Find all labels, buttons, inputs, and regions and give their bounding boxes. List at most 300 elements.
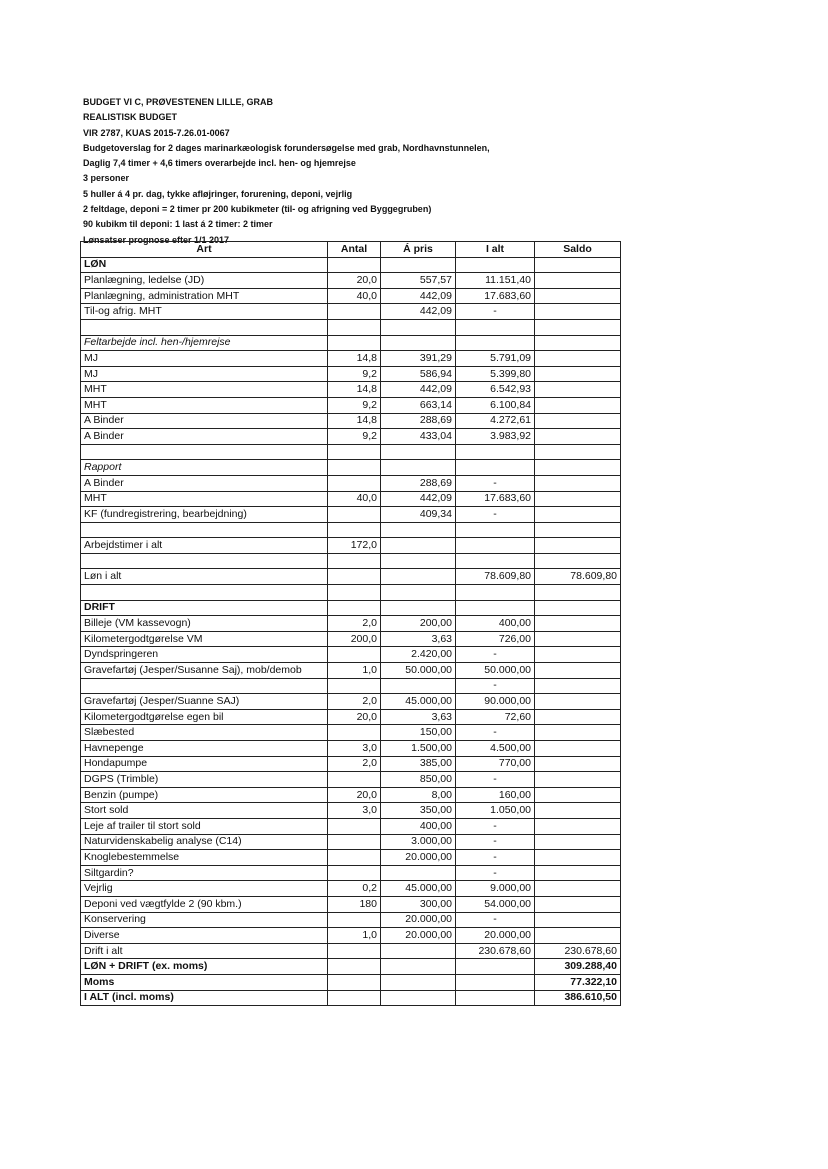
cell-i-alt: 230.678,60 <box>456 943 535 959</box>
cell-antal <box>328 818 381 834</box>
table-row <box>81 834 621 850</box>
cell-i-alt: - <box>456 475 535 491</box>
cell-i-alt: 5.399,80 <box>456 366 535 382</box>
cell-i-alt: 6.542,93 <box>456 382 535 398</box>
cell-a-pris: 200,00 <box>381 616 456 632</box>
cell-antal: 9,2 <box>328 366 381 382</box>
cell-antal <box>328 850 381 866</box>
table-row <box>81 928 621 944</box>
cell-saldo <box>535 351 621 367</box>
cell-a-pris: 20.000,00 <box>381 912 456 928</box>
cell-antal <box>328 865 381 881</box>
cell-art: LØN <box>81 257 328 273</box>
table-row <box>81 335 621 351</box>
cell-art: Gravefartøj (Jesper/Susanne Saj), mob/demob <box>81 663 328 679</box>
cell-antal <box>328 647 381 663</box>
table-row <box>81 460 621 476</box>
table-row <box>81 959 621 975</box>
cell-art: MJ <box>81 351 328 367</box>
table-row <box>81 881 621 897</box>
cell-saldo <box>535 273 621 289</box>
cell-antal <box>328 444 381 460</box>
cell-a-pris: 288,69 <box>381 413 456 429</box>
cell-saldo <box>535 725 621 741</box>
cell-antal <box>328 335 381 351</box>
cell-i-alt: 400,00 <box>456 616 535 632</box>
cell-a-pris <box>381 538 456 554</box>
document-header <box>83 95 643 248</box>
table-row <box>81 397 621 413</box>
cell-art <box>81 319 328 335</box>
cell-saldo <box>535 647 621 663</box>
cell-saldo: 309.288,40 <box>535 959 621 975</box>
cell-i-alt: 17.683,60 <box>456 288 535 304</box>
cell-saldo <box>535 257 621 273</box>
table-row <box>81 912 621 928</box>
cell-art: MHT <box>81 397 328 413</box>
cell-saldo <box>535 460 621 476</box>
cell-antal <box>328 319 381 335</box>
table-row <box>81 850 621 866</box>
cell-art: MJ <box>81 366 328 382</box>
cell-art: Kilometergodtgørelse VM <box>81 631 328 647</box>
cell-saldo <box>535 850 621 866</box>
header-line: 5 huller á 4 pr. dag, tykke afløjringer, forurening, deponi, vejrlig <box>83 188 353 199</box>
cell-art <box>81 522 328 538</box>
cell-antal: 40,0 <box>328 491 381 507</box>
table-row <box>81 429 621 445</box>
table-row <box>81 663 621 679</box>
cell-i-alt: 4.500,00 <box>456 741 535 757</box>
cell-art: A Binder <box>81 413 328 429</box>
cell-art: Hondapumpe <box>81 756 328 772</box>
cell-a-pris <box>381 959 456 975</box>
cell-a-pris <box>381 460 456 476</box>
cell-antal: 9,2 <box>328 397 381 413</box>
cell-a-pris <box>381 553 456 569</box>
cell-antal: 14,8 <box>328 413 381 429</box>
cell-saldo <box>535 896 621 912</box>
cell-antal: 1,0 <box>328 928 381 944</box>
cell-i-alt: - <box>456 678 535 694</box>
cell-i-alt <box>456 990 535 1006</box>
cell-a-pris <box>381 335 456 351</box>
cell-art: Løn i alt <box>81 569 328 585</box>
cell-art: DGPS (Trimble) <box>81 772 328 788</box>
cell-antal: 20,0 <box>328 787 381 803</box>
cell-a-pris <box>381 569 456 585</box>
cell-art <box>81 585 328 601</box>
cell-a-pris: 2.420,00 <box>381 647 456 663</box>
cell-saldo <box>535 694 621 710</box>
header-line: VIR 2787, KUAS 2015-7.26.01-0067 <box>83 127 230 138</box>
cell-a-pris: 8,00 <box>381 787 456 803</box>
cell-i-alt: 90.000,00 <box>456 694 535 710</box>
cell-a-pris: 3,63 <box>381 709 456 725</box>
cell-a-pris <box>381 522 456 538</box>
cell-antal <box>328 912 381 928</box>
cell-saldo <box>535 631 621 647</box>
budget-table <box>80 241 621 1006</box>
cell-i-alt: 160,00 <box>456 787 535 803</box>
cell-antal <box>328 772 381 788</box>
cell-art: Drift i alt <box>81 943 328 959</box>
column-header-a-pris: Á pris <box>381 242 456 258</box>
cell-saldo <box>535 756 621 772</box>
table-row <box>81 273 621 289</box>
cell-art: Diverse <box>81 928 328 944</box>
cell-saldo: 77.322,10 <box>535 974 621 990</box>
cell-antal: 2,0 <box>328 694 381 710</box>
cell-antal: 20,0 <box>328 273 381 289</box>
cell-art: Leje af trailer til stort sold <box>81 818 328 834</box>
cell-saldo <box>535 304 621 320</box>
cell-antal: 3,0 <box>328 741 381 757</box>
cell-saldo <box>535 335 621 351</box>
cell-a-pris <box>381 943 456 959</box>
cell-saldo <box>535 928 621 944</box>
table-row <box>81 896 621 912</box>
table-row <box>81 257 621 273</box>
cell-a-pris: 350,00 <box>381 803 456 819</box>
cell-saldo: 78.609,80 <box>535 569 621 585</box>
cell-art: Billeje (VM kassevogn) <box>81 616 328 632</box>
cell-i-alt: - <box>456 507 535 523</box>
table-row <box>81 709 621 725</box>
cell-antal <box>328 257 381 273</box>
cell-antal: 9,2 <box>328 429 381 445</box>
table-row <box>81 772 621 788</box>
header-line: 3 personer <box>83 173 130 184</box>
cell-a-pris: 288,69 <box>381 475 456 491</box>
cell-saldo <box>535 538 621 554</box>
cell-i-alt: - <box>456 647 535 663</box>
cell-saldo <box>535 507 621 523</box>
cell-i-alt: 20.000,00 <box>456 928 535 944</box>
cell-art: Deponi ved vægtfylde 2 (90 kbm.) <box>81 896 328 912</box>
cell-saldo <box>535 288 621 304</box>
cell-saldo <box>535 366 621 382</box>
cell-i-alt: - <box>456 725 535 741</box>
table-row <box>81 413 621 429</box>
cell-saldo <box>535 678 621 694</box>
cell-i-alt: - <box>456 772 535 788</box>
cell-saldo <box>535 429 621 445</box>
cell-art: Planlægning, administration MHT <box>81 288 328 304</box>
cell-art: MHT <box>81 491 328 507</box>
table-row <box>81 319 621 335</box>
cell-a-pris: 586,94 <box>381 366 456 382</box>
cell-i-alt: 54.000,00 <box>456 896 535 912</box>
cell-a-pris <box>381 444 456 460</box>
header-line: 2 feltdage, deponi = 2 timer pr 200 kubikmeter (til- og afrigning ved Byggegruben) <box>83 204 432 215</box>
cell-art: Rapport <box>81 460 328 476</box>
cell-art: LØN + DRIFT (ex. moms) <box>81 959 328 975</box>
cell-saldo <box>535 912 621 928</box>
table-row <box>81 475 621 491</box>
cell-antal <box>328 475 381 491</box>
cell-i-alt: 17.683,60 <box>456 491 535 507</box>
cell-saldo: 230.678,60 <box>535 943 621 959</box>
cell-saldo <box>535 475 621 491</box>
cell-i-alt: 3.983,92 <box>456 429 535 445</box>
table-row <box>81 288 621 304</box>
table-row <box>81 444 621 460</box>
cell-a-pris: 850,00 <box>381 772 456 788</box>
cell-a-pris: 663,14 <box>381 397 456 413</box>
cell-saldo <box>535 616 621 632</box>
cell-a-pris: 45.000,00 <box>381 881 456 897</box>
cell-art: Siltgardin? <box>81 865 328 881</box>
cell-art: Naturvidenskabelig analyse (C14) <box>81 834 328 850</box>
cell-saldo <box>535 397 621 413</box>
cell-antal <box>328 304 381 320</box>
cell-i-alt <box>456 553 535 569</box>
cell-saldo <box>535 319 621 335</box>
table-row <box>81 538 621 554</box>
cell-antal <box>328 585 381 601</box>
cell-art: Kilometergodtgørelse egen bil <box>81 709 328 725</box>
cell-antal: 2,0 <box>328 756 381 772</box>
cell-art: Gravefartøj (Jesper/Suanne SAJ) <box>81 694 328 710</box>
column-header-art: Art <box>81 242 328 258</box>
cell-a-pris: 20.000,00 <box>381 928 456 944</box>
cell-saldo <box>535 881 621 897</box>
cell-a-pris: 50.000,00 <box>381 663 456 679</box>
cell-art: DRIFT <box>81 600 328 616</box>
header-line: Daglig 7,4 timer + 4,6 timers overarbejde incl. hen- og hjemrejse <box>83 158 356 169</box>
cell-i-alt <box>456 959 535 975</box>
cell-i-alt: 78.609,80 <box>456 569 535 585</box>
cell-art <box>81 444 328 460</box>
cell-antal: 1,0 <box>328 663 381 679</box>
column-header-saldo: Saldo <box>535 242 621 258</box>
cell-a-pris <box>381 585 456 601</box>
header-line: REALISTISK BUDGET <box>83 112 178 123</box>
table-row <box>81 725 621 741</box>
table-row <box>81 803 621 819</box>
table-row <box>81 631 621 647</box>
cell-a-pris: 3.000,00 <box>381 834 456 850</box>
cell-a-pris: 442,09 <box>381 491 456 507</box>
cell-art: Planlægning, ledelse (JD) <box>81 273 328 289</box>
cell-i-alt: - <box>456 912 535 928</box>
cell-i-alt: 72,60 <box>456 709 535 725</box>
cell-i-alt <box>456 335 535 351</box>
cell-saldo <box>535 663 621 679</box>
table-row <box>81 647 621 663</box>
cell-i-alt: 11.151,40 <box>456 273 535 289</box>
cell-a-pris: 391,29 <box>381 351 456 367</box>
cell-saldo <box>535 600 621 616</box>
cell-i-alt: - <box>456 304 535 320</box>
cell-antal <box>328 959 381 975</box>
cell-saldo <box>535 522 621 538</box>
cell-antal <box>328 600 381 616</box>
table-row <box>81 943 621 959</box>
cell-art: A Binder <box>81 429 328 445</box>
table-header-row <box>81 242 621 258</box>
cell-a-pris: 20.000,00 <box>381 850 456 866</box>
cell-i-alt: - <box>456 818 535 834</box>
cell-antal <box>328 990 381 1006</box>
cell-a-pris <box>381 974 456 990</box>
cell-art: Vejrlig <box>81 881 328 897</box>
cell-art: Benzin (pumpe) <box>81 787 328 803</box>
cell-antal <box>328 553 381 569</box>
cell-a-pris: 1.500,00 <box>381 741 456 757</box>
table-row <box>81 974 621 990</box>
table-row <box>81 787 621 803</box>
cell-saldo <box>535 834 621 850</box>
cell-i-alt: 9.000,00 <box>456 881 535 897</box>
cell-art: Knoglebestemmelse <box>81 850 328 866</box>
cell-antal: 0,2 <box>328 881 381 897</box>
cell-art: Slæbested <box>81 725 328 741</box>
header-line: Lønsatser prognose efter 1/1 2017 <box>83 234 230 245</box>
table-row <box>81 553 621 569</box>
table-row <box>81 741 621 757</box>
cell-antal <box>328 522 381 538</box>
cell-art: Arbejdstimer i alt <box>81 538 328 554</box>
cell-saldo <box>535 818 621 834</box>
cell-i-alt <box>456 600 535 616</box>
table-row <box>81 522 621 538</box>
cell-art: I ALT (incl. moms) <box>81 990 328 1006</box>
cell-saldo <box>535 787 621 803</box>
cell-saldo <box>535 382 621 398</box>
table-row <box>81 600 621 616</box>
cell-i-alt <box>456 257 535 273</box>
cell-antal <box>328 834 381 850</box>
table-row <box>81 616 621 632</box>
cell-saldo <box>535 553 621 569</box>
table-row <box>81 678 621 694</box>
cell-saldo <box>535 803 621 819</box>
table-row <box>81 818 621 834</box>
cell-saldo <box>535 772 621 788</box>
cell-a-pris: 45.000,00 <box>381 694 456 710</box>
cell-i-alt: 726,00 <box>456 631 535 647</box>
cell-antal <box>328 725 381 741</box>
table-row <box>81 366 621 382</box>
cell-art: A Binder <box>81 475 328 491</box>
cell-art: Til-og afrig. MHT <box>81 304 328 320</box>
table-row <box>81 990 621 1006</box>
table-row <box>81 304 621 320</box>
cell-art: Konservering <box>81 912 328 928</box>
cell-saldo: 386.610,50 <box>535 990 621 1006</box>
cell-i-alt <box>456 319 535 335</box>
cell-i-alt <box>456 444 535 460</box>
cell-a-pris: 442,09 <box>381 304 456 320</box>
cell-saldo <box>535 865 621 881</box>
table-row <box>81 756 621 772</box>
cell-art: Stort sold <box>81 803 328 819</box>
cell-a-pris: 300,00 <box>381 896 456 912</box>
cell-i-alt: 50.000,00 <box>456 663 535 679</box>
cell-antal: 172,0 <box>328 538 381 554</box>
cell-antal <box>328 460 381 476</box>
cell-antal: 200,0 <box>328 631 381 647</box>
cell-antal <box>328 569 381 585</box>
cell-a-pris <box>381 600 456 616</box>
cell-art: MHT <box>81 382 328 398</box>
cell-antal: 2,0 <box>328 616 381 632</box>
cell-i-alt: 1.050,00 <box>456 803 535 819</box>
cell-a-pris: 385,00 <box>381 756 456 772</box>
cell-a-pris: 442,09 <box>381 288 456 304</box>
cell-a-pris: 400,00 <box>381 818 456 834</box>
cell-antal <box>328 943 381 959</box>
table-row <box>81 569 621 585</box>
cell-saldo <box>535 491 621 507</box>
table-row <box>81 694 621 710</box>
cell-saldo <box>535 709 621 725</box>
cell-a-pris: 433,04 <box>381 429 456 445</box>
cell-antal: 180 <box>328 896 381 912</box>
table-row <box>81 585 621 601</box>
cell-i-alt: 770,00 <box>456 756 535 772</box>
cell-i-alt: 6.100,84 <box>456 397 535 413</box>
table-row <box>81 491 621 507</box>
column-header-antal: Antal <box>328 242 381 258</box>
cell-i-alt <box>456 460 535 476</box>
cell-saldo <box>535 585 621 601</box>
column-header-i-alt: I alt <box>456 242 535 258</box>
header-line: 90 kubikm til deponi: 1 last á 2 timer: 2 timer <box>83 219 273 230</box>
cell-a-pris: 3,63 <box>381 631 456 647</box>
cell-antal: 3,0 <box>328 803 381 819</box>
table-row <box>81 865 621 881</box>
cell-i-alt: 5.791,09 <box>456 351 535 367</box>
cell-i-alt: - <box>456 865 535 881</box>
cell-saldo <box>535 413 621 429</box>
budget-table-body <box>81 257 621 1006</box>
table-row <box>81 507 621 523</box>
cell-a-pris: 442,09 <box>381 382 456 398</box>
cell-a-pris: 150,00 <box>381 725 456 741</box>
cell-art <box>81 553 328 569</box>
cell-antal <box>328 678 381 694</box>
cell-art: Feltarbejde incl. hen-/hjemrejse <box>81 335 328 351</box>
cell-i-alt: 4.272,61 <box>456 413 535 429</box>
cell-a-pris <box>381 990 456 1006</box>
cell-antal: 20,0 <box>328 709 381 725</box>
cell-saldo <box>535 444 621 460</box>
cell-i-alt: - <box>456 850 535 866</box>
cell-art: KF (fundregistrering, bearbejdning) <box>81 507 328 523</box>
table-row <box>81 382 621 398</box>
cell-i-alt <box>456 974 535 990</box>
cell-antal: 14,8 <box>328 351 381 367</box>
cell-a-pris <box>381 257 456 273</box>
cell-i-alt <box>456 522 535 538</box>
cell-antal: 40,0 <box>328 288 381 304</box>
cell-art: Havnepenge <box>81 741 328 757</box>
header-line: Budgetoverslag for 2 dages marinarkæologisk forundersøgelse med grab, Nordhavnstunnelen, <box>83 142 490 153</box>
cell-i-alt <box>456 538 535 554</box>
cell-a-pris <box>381 865 456 881</box>
cell-antal: 14,8 <box>328 382 381 398</box>
cell-art: Moms <box>81 974 328 990</box>
cell-a-pris <box>381 678 456 694</box>
cell-antal <box>328 507 381 523</box>
cell-a-pris <box>381 319 456 335</box>
cell-art: Dyndspringeren <box>81 647 328 663</box>
cell-art <box>81 678 328 694</box>
cell-a-pris: 409,34 <box>381 507 456 523</box>
